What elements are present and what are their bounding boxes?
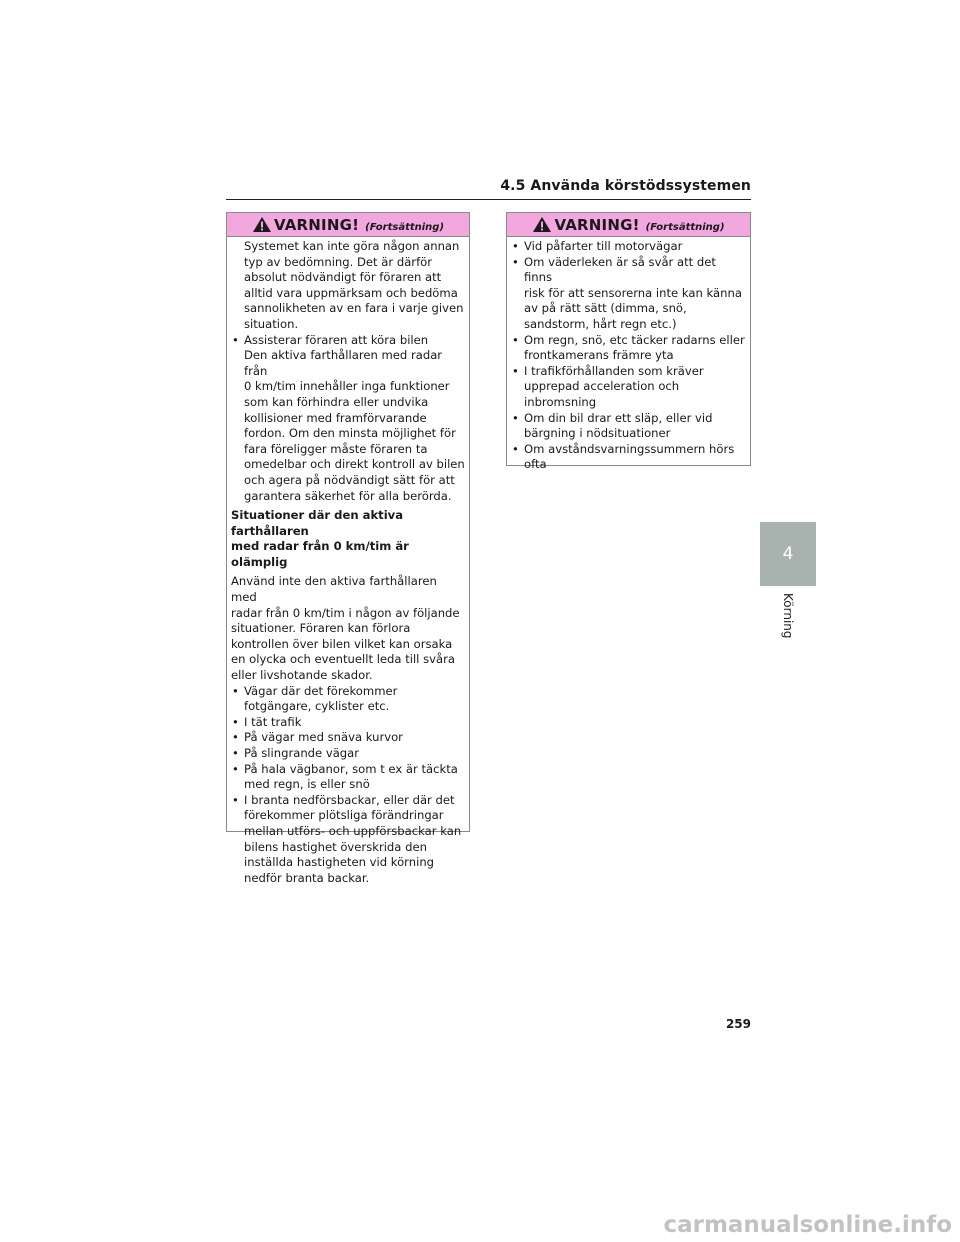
text-line: med regn, is eller snö bbox=[244, 777, 370, 792]
warning-body-left bbox=[227, 237, 469, 886]
text-line: • Om din bil drar ett släp, eller vid bbox=[524, 410, 713, 425]
text-line: absolut nödvändigt för föraren att bbox=[244, 270, 442, 285]
page-number: 259 bbox=[725, 1017, 751, 1031]
text-line: Situationer där den aktiva farthållaren bbox=[231, 508, 404, 538]
text-line: Den aktiva farthållaren med radar från bbox=[244, 348, 443, 378]
list-item bbox=[231, 684, 465, 715]
text-line: • I tät trafik bbox=[244, 714, 302, 729]
warning-body-right bbox=[507, 237, 750, 473]
text-line: • Om väderleken är så svår att det finns bbox=[524, 254, 716, 285]
text-line: ofta bbox=[524, 457, 547, 472]
text-line: kollisioner med framförvarande bbox=[244, 410, 427, 425]
warning-continued: (Fortsättning) bbox=[645, 222, 725, 233]
list-item bbox=[511, 255, 746, 333]
text-line: en olycka och eventuellt leda till svåra bbox=[231, 652, 455, 667]
text-line: bilens hastighet överskrida den bbox=[244, 839, 427, 854]
text-line: risk för att sensorerna inte kan känna bbox=[524, 285, 742, 300]
text-line: mellan utförs- och uppförsbackar kan bbox=[244, 823, 462, 838]
text-line: • I trafikförhållanden som kräver bbox=[524, 363, 704, 378]
text-line: förekommer plötsliga förändringar bbox=[244, 808, 444, 823]
list-item bbox=[231, 762, 465, 793]
chapter-tab bbox=[760, 522, 816, 586]
text-line: • Assisterar föraren att köra bilen bbox=[244, 332, 429, 347]
text-line: fordon. Om den minsta möjlighet för bbox=[244, 426, 456, 441]
text-line: eller livshotande skador. bbox=[231, 668, 373, 683]
warning-continued: (Fortsättning) bbox=[365, 222, 445, 233]
list-item bbox=[511, 333, 746, 364]
list-item bbox=[511, 239, 746, 255]
text-line: och agera på nödvändigt sätt för att bbox=[244, 472, 455, 487]
text-line: • I branta nedförsbackar, eller där det bbox=[244, 792, 455, 807]
text-line: situation. bbox=[244, 316, 299, 331]
header-rule bbox=[226, 199, 751, 200]
list-item bbox=[231, 715, 465, 731]
warning-title: VARNING! bbox=[554, 215, 640, 234]
text-line: frontkamerans främre yta bbox=[524, 348, 674, 363]
warning-header-right bbox=[507, 213, 750, 237]
text-line: sandstorm, hårt regn etc.) bbox=[524, 316, 677, 331]
text-line: 0 km/tim innehåller inga funktioner bbox=[244, 379, 450, 394]
watermark: carmanualsonline.info bbox=[663, 1212, 952, 1238]
text-line: • På hala vägbanor, som t ex är täckta bbox=[244, 761, 458, 776]
list-item bbox=[511, 442, 746, 473]
text-line: bärgning i nödsituationer bbox=[524, 426, 671, 441]
list-item bbox=[231, 793, 465, 887]
text-line: garantera säkerhet för alla berörda. bbox=[244, 488, 452, 503]
warning-intro bbox=[231, 239, 465, 333]
list-item bbox=[511, 411, 746, 442]
text-line: fotgängare, cyklister etc. bbox=[244, 699, 390, 714]
text-line: • Om avståndsvarningssummern hörs bbox=[524, 441, 735, 456]
text-line: typ av bedömning. Det är därför bbox=[244, 254, 433, 269]
text-line: situationer. Föraren kan förlora bbox=[231, 621, 411, 636]
text-line: alltid vara uppmärksam och bedöma bbox=[244, 285, 458, 300]
text-line: som kan förhindra eller undvika bbox=[244, 394, 429, 409]
warning-title: VARNING! bbox=[273, 215, 360, 234]
list-item bbox=[511, 364, 746, 411]
text-line: upprepad acceleration och bbox=[524, 379, 680, 394]
text-line: omedelbar och direkt kontroll av bilen bbox=[244, 457, 465, 472]
warning-header-left bbox=[227, 213, 469, 237]
text-line: sannolikheten av en fara i varje given bbox=[244, 301, 464, 316]
text-line: • På slingrande vägar bbox=[244, 746, 360, 760]
text-line: nedför branta backar. bbox=[244, 870, 370, 885]
list-item bbox=[231, 333, 465, 505]
section-header: 4.5 Använda körstödssystemen bbox=[500, 178, 751, 194]
paragraph bbox=[231, 574, 465, 683]
text-line: • Om regn, snö, etc täcker radarns eller bbox=[524, 332, 745, 347]
warning-box-left bbox=[226, 212, 470, 885]
text-line: Systemet kan inte göra någon annan bbox=[244, 239, 460, 253]
text-line: av på rätt sätt (dimma, snö, bbox=[524, 301, 687, 316]
list-item bbox=[231, 730, 465, 746]
chapter-label: Körning bbox=[781, 593, 795, 639]
text-line: inställda hastigheten vid körning bbox=[244, 855, 435, 870]
text-line: Använd inte den aktiva farthållaren med bbox=[231, 574, 437, 605]
text-line: • På vägar med snäva kurvor bbox=[244, 730, 403, 745]
text-line: • Vid påfarter till motorvägar bbox=[524, 239, 683, 253]
warning-triangle-icon bbox=[532, 216, 552, 233]
text-line: kontrollen över bilen vilket kan orsaka bbox=[231, 636, 453, 651]
warning-triangle-icon bbox=[252, 216, 272, 233]
subheading bbox=[231, 508, 465, 570]
text-line: radar från 0 km/tim i någon av följande bbox=[231, 605, 460, 620]
text-line: inbromsning bbox=[524, 394, 597, 409]
chapter-number: 4 bbox=[782, 544, 794, 564]
warning-box-right bbox=[506, 212, 751, 472]
list-item bbox=[231, 746, 465, 762]
text-line: • Vägar där det förekommer bbox=[244, 683, 398, 698]
text-line: med radar från 0 km/tim är olämplig bbox=[231, 539, 409, 569]
text-line: fara föreligger måste föraren ta bbox=[244, 441, 428, 456]
